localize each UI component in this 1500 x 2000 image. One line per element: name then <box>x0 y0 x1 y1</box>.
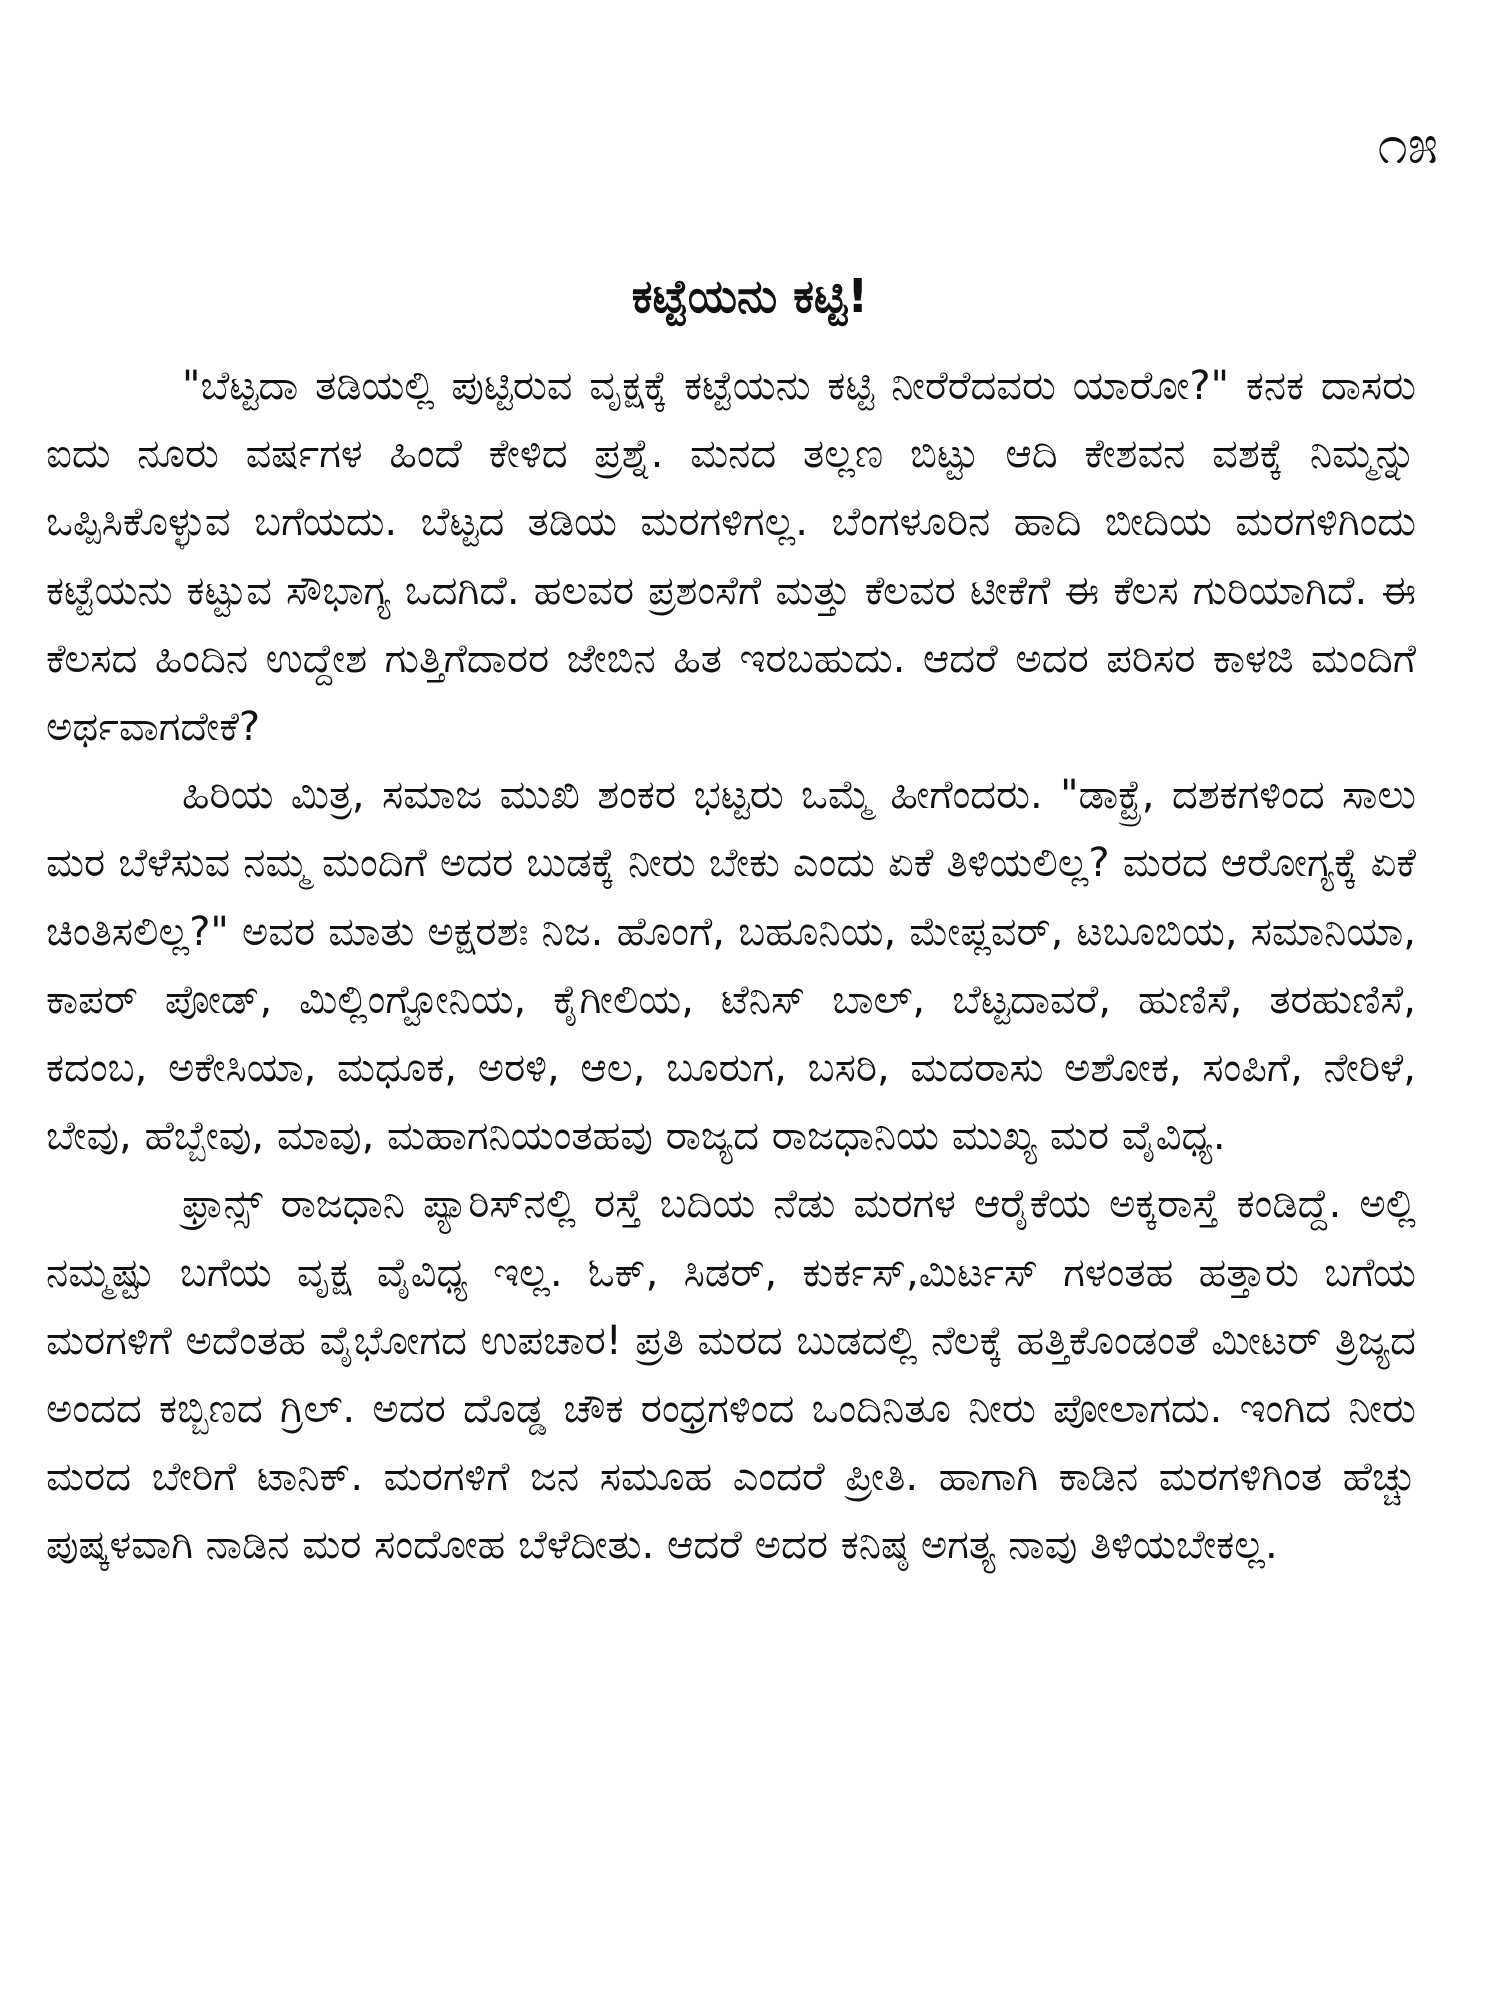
paragraph-1: "ಬೆಟ್ಟದಾ ತಡಿಯಲ್ಲಿ ಪುಟ್ಟಿರುವ ವೃಕ್ಷಕ್ಕೆ ಕಟ್ಟೆಯನು ಕಟ್ಟಿ ನೀರೆರೆದವರು ಯಾರೋ?" ಕನಕ ದಾಸರು ಐದು ನೂರು ವರ್ಷಗಳ ಹಿಂದೆ ಕೇಳಿದ ಪ್ರಶ್ನೆ. ಮನದ ತಲ್ಲಣ ಬಿಟ್ಟು ಆದಿ ಕೇಶವನ ವಶಕ್ಕೆ ನಿಮ್ಮನ್ನು ಒಪ್ಪಿಸಿಕೊಳ್ಳುವ ಬಗೆಯದು. ಬೆಟ್ಟದ ತಡಿಯ ಮರಗಳಿಗಲ್ಲ. ಬೆಂಗಳೂರಿನ ಹಾದಿ ಬೀದಿಯ ಮರಗಳಿಗಿಂದು ಕಟ್ಟೆಯನು ಕಟ್ಟುವ ಸೌಭಾಗ್ಯ ಒದಗಿದೆ. ಹಲವರ ಪ್ರಶಂಸೆಗೆ ಮತ್ತು ಕೆಲವರ ಟೀಕೆಗೆ ಈ ಕೆಲಸ ಗುರಿಯಾಗಿದೆ. ಈ ಕೆಲಸದ ಹಿಂದಿನ ಉದ್ದೇಶ ಗುತ್ತಿಗೆದಾರರ ಜೇಬಿನ ಹಿತ ಇರಬಹುದು. ಆದರೆ ಅದರ ಪರಿಸರ ಕಾಳಜಿ ಮಂದಿಗೆ ಅರ್ಥವಾಗದೇಕೆ? <box>46 363 1416 751</box>
body-text <box>46 352 1416 1580</box>
chapter-title: ಕಟ್ಟೆಯನು ಕಟ್ಟಿ! <box>631 268 869 323</box>
page-number: ೧೫ <box>1377 113 1438 176</box>
paragraph-3: ಫ್ರಾನ್ಸ್ ರಾಜಧಾನಿ ಪ್ಯಾರಿಸ್‌ನಲ್ಲಿ ರಸ್ತೆ ಬದಿಯ ನೆಡು ಮರಗಳ ಆರೈಕೆಯ ಅಕ್ಕರಾಸ್ತೆ ಕಂಡಿದ್ದೆ. ಅಲ್ಲಿ ನಮ್ಮಷ್ಟು ಬಗೆಯ ವೃಕ್ಷ ವೈವಿಧ್ಯ ಇಲ್ಲ. ಓಕ್, ಸಿಡರ್, ಕುರ್ಕಸ್,ಮಿರ್ಟಸ್ ಗಳಂತಹ ಹತ್ತಾರು ಬಗೆಯ ಮರಗಳಿಗೆ ಅದೆಂತಹ ವೈಭೋಗದ ಉಪಚಾರ! ಪ್ರತಿ ಮರದ ಬುಡದಲ್ಲಿ ನೆಲಕ್ಕೆ ಹತ್ತಿಕೊಂಡಂತೆ ಮೀಟರ್ ತ್ರಿಜ್ಯದ ಅಂದದ ಕಬ್ಬಿಣದ ಗ್ರಿಲ್. ಅದರ ದೊಡ್ಡ ಚೌಕ ರಂಧ್ರಗಳಿಂದ ಒಂದಿನಿತೂ ನೀರು ಪೋಲಾಗದು. ಇಂಗಿದ ನೀರು ಮರದ ಬೇರಿಗೆ ಟಾನಿಕ್. ಮರಗಳಿಗೆ ಜನ ಸಮೂಹ ಎಂದರೆ ಪ್ರೀತಿ. ಹಾಗಾಗಿ ಕಾಡಿನ ಮರಗಳಿಗಿಂತ ಹೆಚ್ಚು ಪುಷ್ಕಳವಾಗಿ ನಾಡಿನ ಮರ ಸಂದೋಹ ಬೆಳೆದೀತು. ಆದರೆ ಅದರ ಕನಿಷ್ಠ ಅಗತ್ಯ ನಾವು ತಿಳಿಯಬೇಕಲ್ಲ. <box>46 1181 1416 1569</box>
paragraph-2: ಹಿರಿಯ ಮಿತ್ರ, ಸಮಾಜ ಮುಖಿ ಶಂಕರ ಭಟ್ಟರು ಒಮ್ಮೆ ಹೀಗೆಂದರು. "ಡಾಕ್ಟ್ರೆ, ದಶಕಗಳಿಂದ ಸಾಲು ಮರ ಬೆಳೆಸುವ ನಮ್ಮ ಮಂದಿಗೆ ಅದರ ಬುಡಕ್ಕೆ ನೀರು ಬೇಕು ಎಂದು ಏಕೆ ತಿಳಿಯಲಿಲ್ಲ? ಮರದ ಆರೋಗ್ಯಕ್ಕೆ ಏಕೆ ಚಿಂತಿಸಲಿಲ್ಲ?" ಅವರ ಮಾತು ಅಕ್ಷರಶಃ ನಿಜ. ಹೊಂಗೆ, ಬಹೂನಿಯ, ಮೇಪ್ಲವರ್, ಟಬೂಬಿಯ, ಸಮಾನಿಯಾ, ಕಾಪರ್ ಪೋಡ್, ಮಿಲ್ಲಿಂಗ್ಟೋನಿಯ, ಕೈಗೀಲಿಯ, ಟೆನಿಸ್ ಬಾಲ್, ಬೆಟ್ಟದಾವರೆ, ಹುಣಿಸೆ, ತರಹುಣಿಸೆ, ಕದಂಬ, ಅಕೇಸಿಯಾ, ಮಧೂಕ, ಅರಳಿ, ಆಲ, ಬೂರುಗ, ಬಸರಿ, ಮದರಾಸು ಅಶೋಕ, ಸಂಪಿಗೆ, ನೇರಿಳೆ, ಬೇವು, ಹೆಬ್ಬೇವು, ಮಾವು, ಮಹಾಗನಿಯಂತಹವು ರಾಜ್ಯದ ರಾಜಧಾನಿಯ ಮುಖ್ಯ ಮರ ವೈವಿಧ್ಯ. <box>46 772 1416 1160</box>
